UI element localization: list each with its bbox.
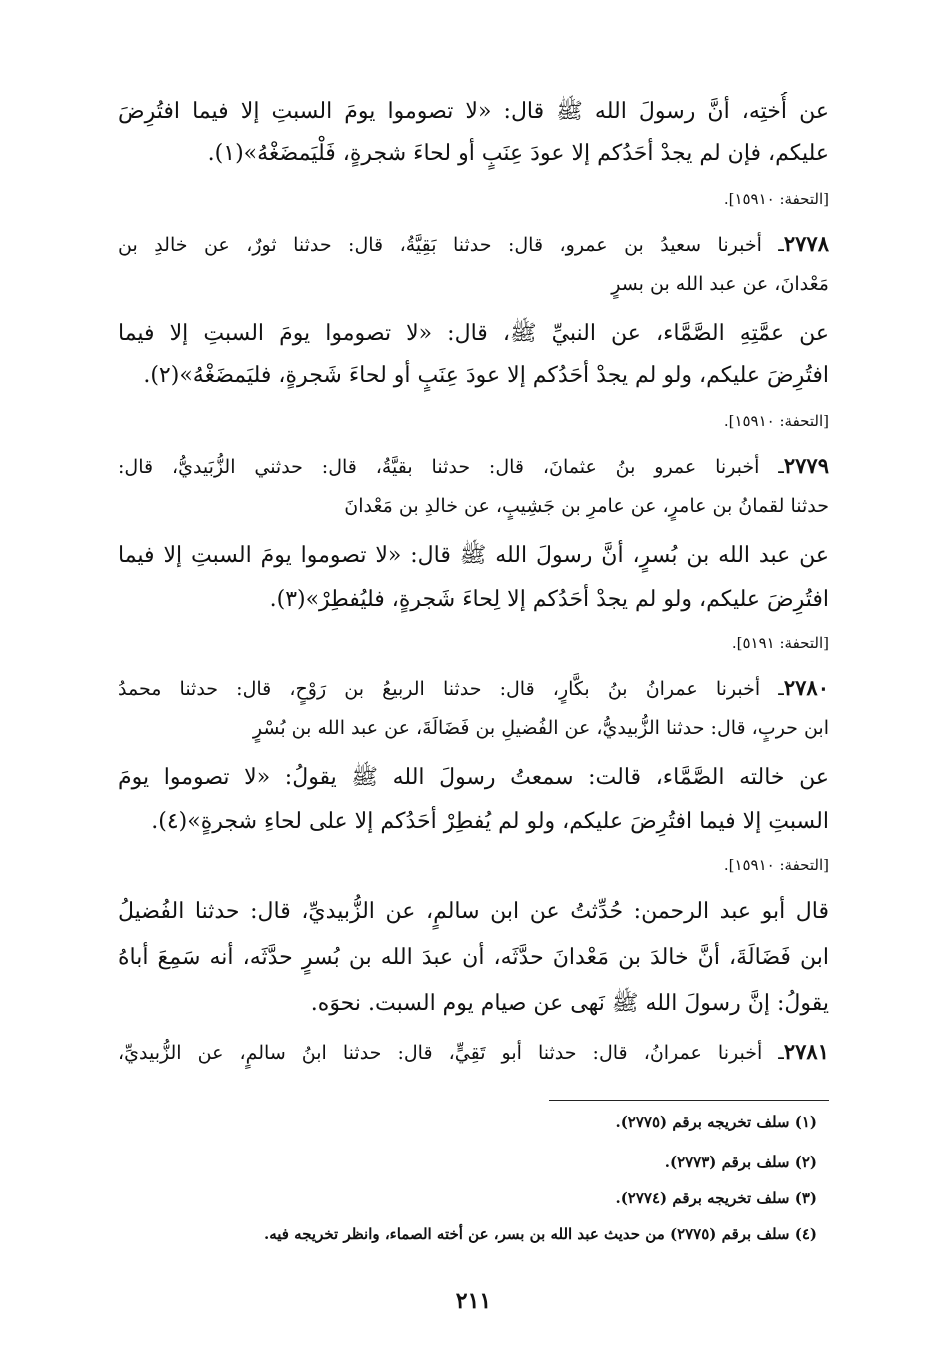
isnad-text: ـ أخبرنا عمرانُ، قال: حدثنا أبو تَقِيٍّ، قال: حدثنا ابنُ سالمٍ، عن الزُّبيديِّ، [118, 1042, 784, 1064]
hadith-number: ٢٧٧٩ [783, 453, 829, 478]
hadith-2779-chain [118, 446, 829, 487]
footnote-3: (٣) سلف تخريجه برقم (٢٧٧٤). [615, 1189, 817, 1207]
text-line: السبتِ إلا فيما افتُرِضَ عليكم، ولو لم يُفطِرْ أحَدُكم إلا على لحاءِ شجرةٍ»(٤). [151, 809, 829, 834]
text-line: قال أبو عبد الرحمن: حُدِّثتُ عن ابن سالمٍ، عن الزُّبيديِّ، قال: حدثنا الفُضيلُ [118, 899, 829, 924]
isnad-line: مَعْدانَ، عن عبد الله بن بسرٍ [611, 273, 829, 295]
text-line: عن أُختِه، أنَّ رسولَ الله ﷺ قال: «لا تصوموا يومَ السبتِ إلا فيما افتُرِضَ [118, 99, 829, 124]
isnad-text: ـ أخبرنا سعيدُ بن عمرو، قال: حدثنا بَقِيَّةُ، قال: حدثنا ثورٌ، عن خالدِ بن [118, 234, 784, 256]
text-line: افتُرِضَ عليكم، ولو لم يجدْ أحَدُكم إلا عودَ عِنَبٍ أو لحاءَ شَجرةٍ، فليَمضَغْهُ»(٢). [143, 363, 829, 388]
text-line: افتُرِضَ عليكم، ولو لم يجدْ أحَدُكم إلا لِحاءَ شَجرةٍ، فليُفطِرْ»(٣). [269, 587, 829, 612]
tuhfa-reference: [التحفة: ١٥٩١٠]. [723, 190, 829, 208]
tuhfa-reference: [التحفة: ٥١٩١]. [731, 634, 829, 652]
footnote-4: (٤) سلف برقم (٢٧٧٥) من حديث عبد الله بن بسر، عن أخته الصماء، وانظر تخريجه فيه. [264, 1225, 817, 1243]
tuhfa-reference: [التحفة: ١٥٩١٠]. [723, 412, 829, 430]
hadith-2781-chain [118, 1032, 829, 1073]
footnote-2: (٢) سلف برقم (٢٧٧٣). [664, 1153, 817, 1171]
hadith-2778-chain [118, 224, 829, 265]
text-line: ابن فَضَالَةَ، أنَّ خالدَ بن مَعْدانَ حدَّثَه، أن عبدَ الله بن بُسرٍ حدَّثَه، أنه سَمِعَ أباهُ [118, 945, 829, 970]
hadith-number: ٢٧٧٨ [783, 231, 829, 256]
footnote-1: (١) سلف تخريجه برقم (٢٧٧٥). [615, 1113, 817, 1131]
isnad-text: ـ أخبرنا عمرانُ بنُ بكَّارٍ، قال: حدثنا الربيعُ بن رَوْحٍ، قال: حدثنا محمدُ [118, 678, 784, 700]
page-number: ٢١١ [455, 1288, 492, 1314]
hadith-number: ٢٧٨١ [783, 1039, 829, 1064]
footnote-separator [549, 1100, 829, 1101]
tuhfa-reference: [التحفة: ١٥٩١٠]. [723, 856, 829, 874]
text-line: يقولُ: إنَّ رسولَ الله ﷺ نَهى عن صيام يوم السبت. نحوَه. [310, 991, 829, 1016]
isnad-line: ابن حربٍ، قال: حدثنا الزُّبيديُّ، عن الفُضيلِ بن فَضَالَةَ، عن عبد الله بن بُسْرٍ [252, 717, 829, 739]
text-line: عن خالته الصَّمَّاء، قالت: سمعتُ رسولَ الله ﷺ يقولُ: «لا تصوموا يومَ [118, 765, 829, 790]
text-line: عليكم، فإن لم يجدْ أحَدُكم إلا عودَ عِنَبٍ أو لحاءَ شجرةٍ، فَلْيَمضَغْهُ»(١). [207, 141, 829, 166]
hadith-2780-chain [118, 668, 829, 709]
text-line: عن عمَّتِهِ الصَّمَّاء، عن النبيِّ ﷺ، قال: «لا تصوموا يومَ السبتِ إلا فيما [118, 321, 829, 346]
hadith-number: ٢٧٨٠ [783, 675, 829, 700]
isnad-line: حدثنا لقمانُ بن عامرٍ، عن عامرِ بن جَشِيبٍ، عن خالدِ بن مَعْدانَ [344, 495, 829, 517]
isnad-text: ـ أخبرنا عمرو بنُ عثمانَ، قال: حدثنا بقيَّةُ، قال: حدثني الزُّبَيديُّ، قال: [118, 456, 784, 478]
text-line: عن عبد الله بن بُسرٍ، أنَّ رسولَ الله ﷺ قال: «لا تصوموا يومَ السبتِ إلا فيما [118, 543, 829, 568]
